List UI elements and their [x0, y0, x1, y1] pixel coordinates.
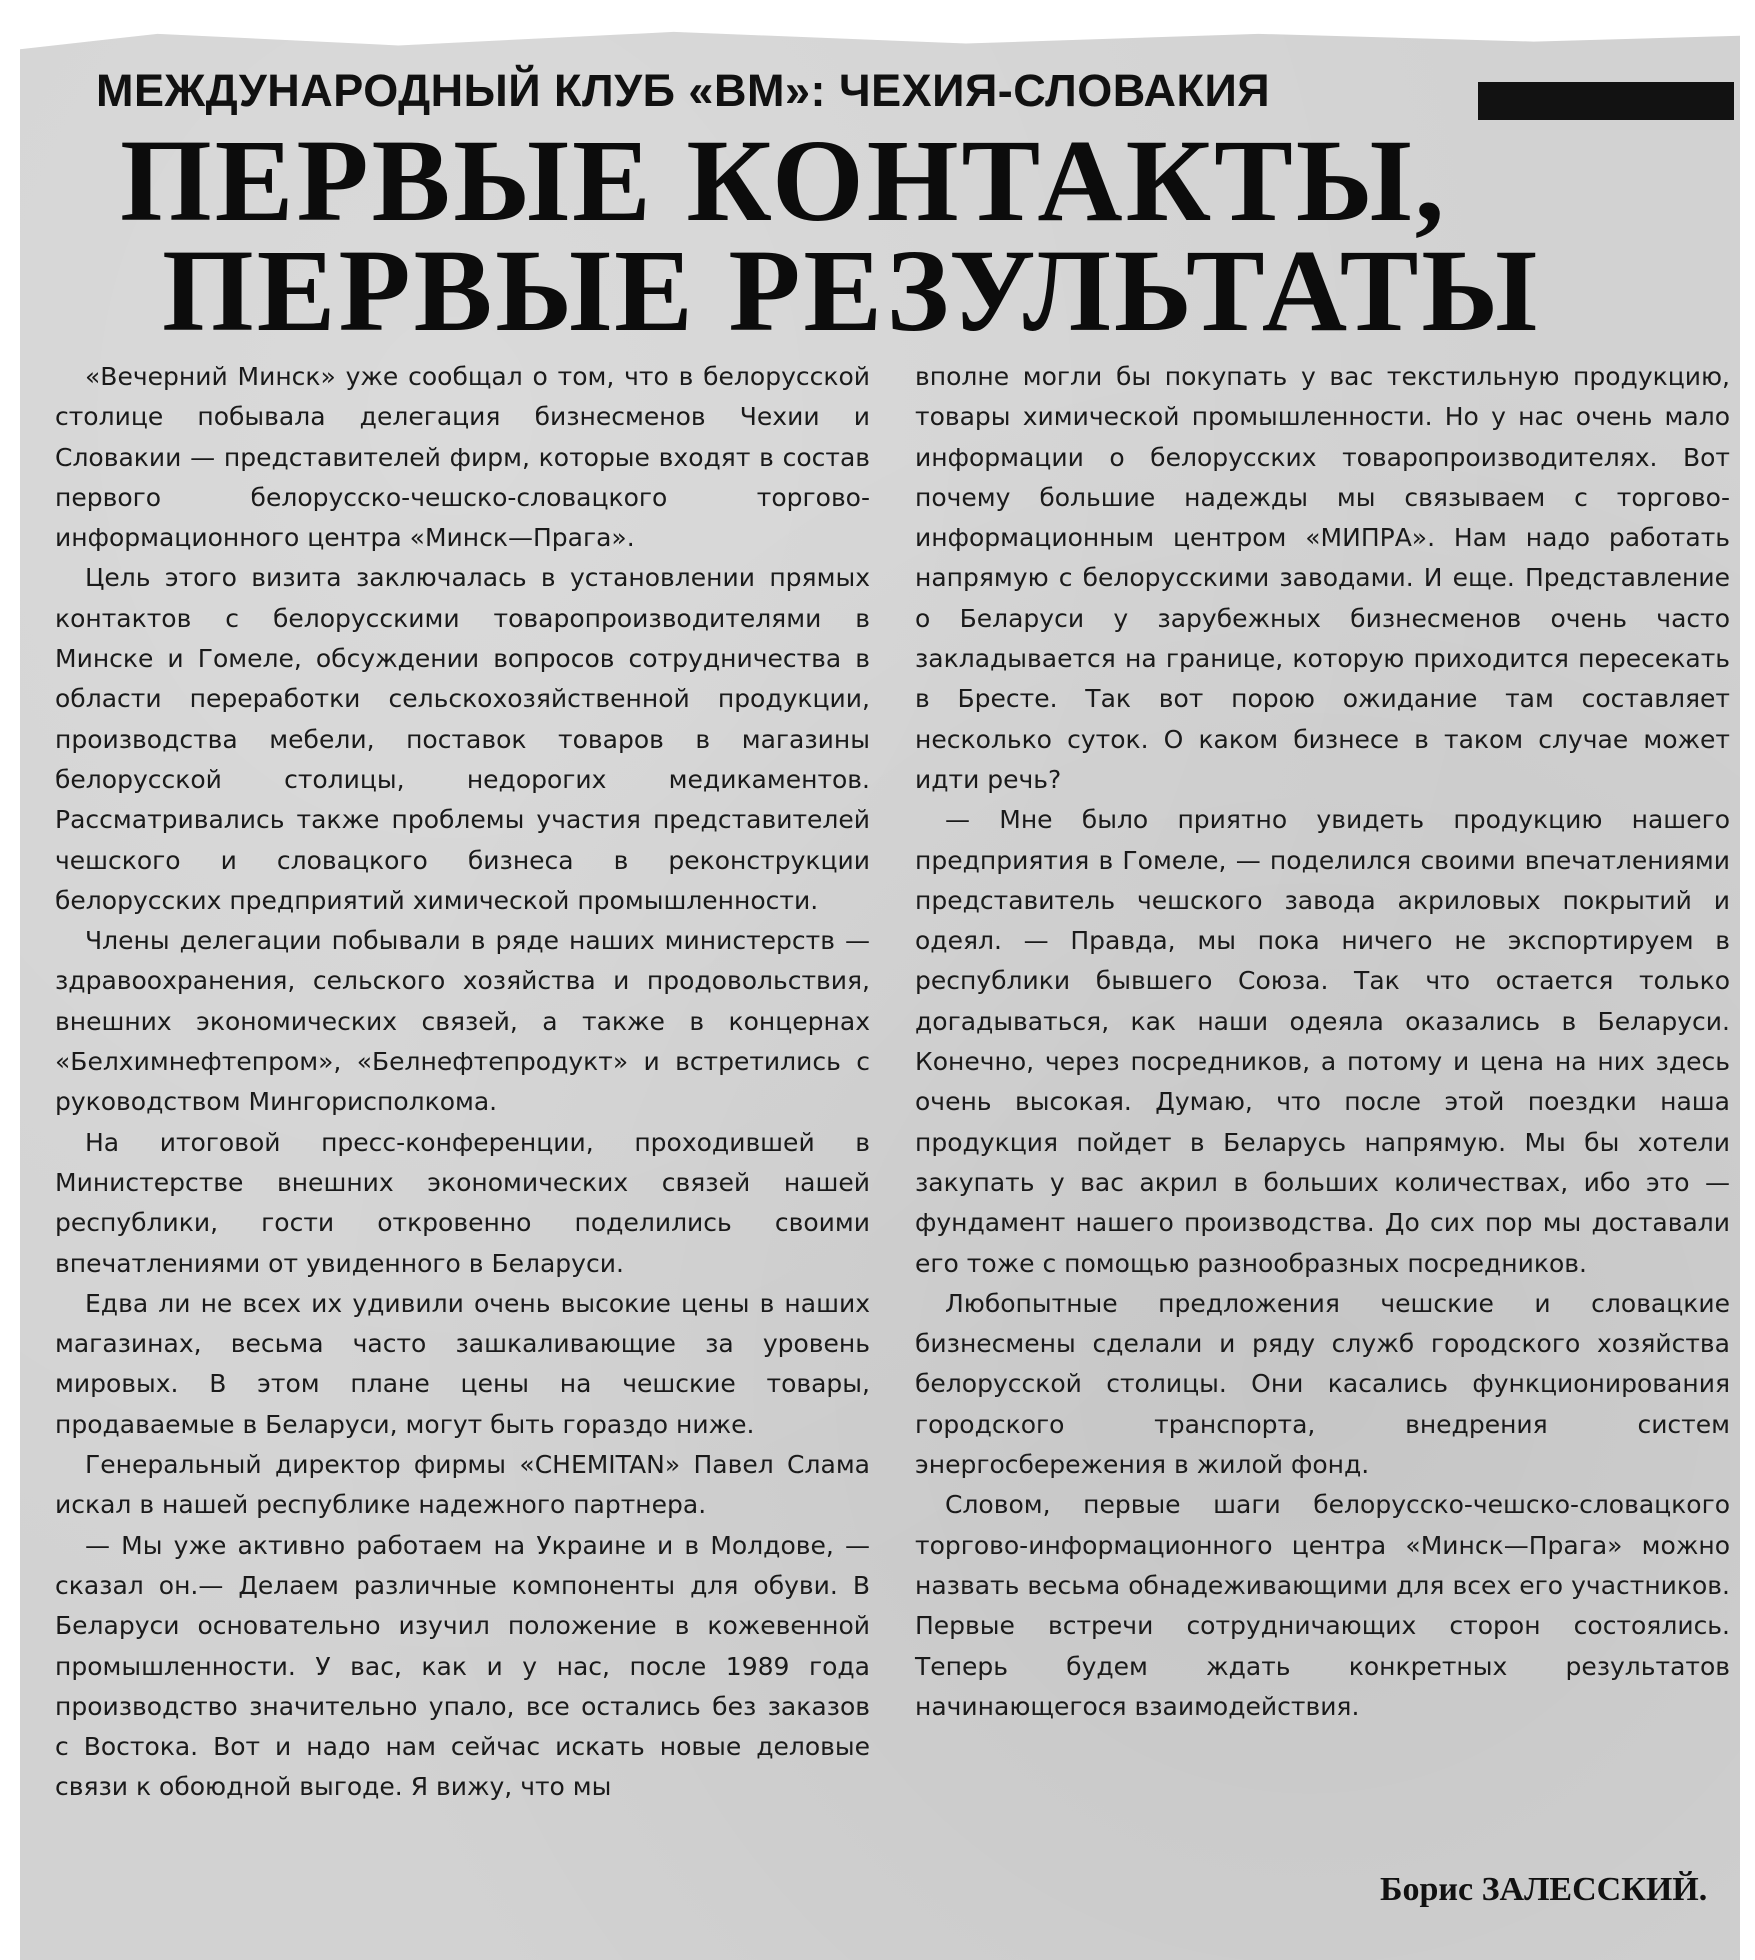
headline: [120, 115, 1680, 356]
paragraph: Едва ли не всех их удивили очень высокие цены в наших магазинах, весьма часто зашкаливающие за уровень мировых. В этом плане цены на чешские товары, продаваемые в Беларуси, могут быть гораздо ниже.: [55, 1288, 870, 1439]
headline-line-1: ПЕРВЫЕ КОНТАКТЫ,: [120, 115, 1448, 246]
paragraph: — Мы уже активно работаем на Украине и в Молдове, —сказал он.— Делаем различные компоненты для обуви. В Беларуси основательно изучил положение в кожевенной промышленности. У вас, как и у нас, после 1989 года производство значительно упало, все остались без заказов с Востока. Вот и надо нам сейчас искать новые деловые связи к обоюдной выгоде. Я вижу, что мы: [55, 1530, 870, 1802]
article-column-left: [55, 357, 870, 1808]
paragraph: Генеральный директор фирмы «CHEMITAN» Павел Слама искал в нашей республике надежного партнера.: [55, 1450, 870, 1520]
paragraph: — Мне было приятно увидеть продукцию нашего предприятия в Гомеле, — поделился своими впечатлениями представитель чешского завода акриловых покрытий и одеял. — Правда, мы пока ничего не экспортируем в республики бывшего Союза. Так что остается только догадываться, как наши одеяла оказались в Беларуси. Конечно, через посредников, а потому и цена на них здесь очень высокая. Думаю, что после этой поездки наша продукция пойдет в Беларусь напрямую. Мы бы хотели закупать у вас акрил в больших количествах, ибо это — фундамент нашего производства. До сих пор мы доставали его тоже с помощью разнообразных посредников.: [915, 805, 1730, 1278]
article-column-right: [915, 357, 1730, 1727]
rubric-title: МЕЖДУНАРОДНЫЙ КЛУБ «ВМ»: ЧЕХИЯ-СЛОВАКИЯ: [96, 65, 1271, 116]
paragraph: вполне могли бы покупать у вас текстильную продукцию, товары химической промышленности. Но у нас очень мало информации о белорусских товаропроизводителях. Вот почему большие надежды мы связываем с торгово-информационным центром «МИПРА». Нам надо работать напрямую с белорусскими заводами. И еще. Представление о Беларуси у зарубежных бизнесменов очень часто закладывается на границе, которую приходится пересекать в Бресте. Так вот порою ожидание там составляет несколько суток. О каком бизнесе в таком случае может идти речь?: [915, 362, 1730, 794]
paragraph: Словом, первые шаги белорусско-чешско-словацкого торгово-информационного центра «Минск—Прага» можно назвать весьма обнадеживающими для всех его участников. Первые встречи сотрудничающих сторон состоялись. Теперь будем ждать конкретных результатов начинающегося взаимодействия.: [915, 1490, 1730, 1721]
author-byline: Борис ЗАЛЕССКИЙ.: [1380, 1871, 1708, 1908]
paragraph: «Вечерний Минск» уже сообщал о том, что в белорусской столице побывала делегация бизнесменов Чехии и Словакии — представителей фирм, которые входят в состав первого белорусско-чешско-словацкого торгово-информационного центра «Минск—Прага».: [55, 362, 870, 553]
headline-line-2: ПЕРВЫЕ РЕЗУЛЬТАТЫ: [162, 225, 1541, 356]
paragraph: Члены делегации побывали в ряде наших министерств — здравоохранения, сельского хозяйства и продовольствия, внешних экономических связей, а также в концернах «Белхимнефтепром», «Белнефтепродукт» и встретились с руководством Мингорисполкома.: [55, 926, 870, 1117]
paragraph: Цель этого визита заключалась в установлении прямых контактов с белорусскими товаропроизводителями в Минске и Гомеле, обсуждении вопросов сотрудничества в области переработки сельскохозяйственной продукции, производства мебели, поставок товаров в магазины белорусской столицы, недорогих медикаментов. Рассматривались также проблемы участия представителей чешского и словацкого бизнеса в реконструкции белорусских предприятий химической промышленности.: [55, 563, 870, 915]
rubric-bar: [1478, 82, 1734, 120]
paragraph: Любопытные предложения чешские и словацкие бизнесмены сделали и ряду служб городского хозяйства белорусской столицы. Они касались функционирования городского транспорта, внедрения систем энергосбережения в жилой фонд.: [915, 1288, 1730, 1480]
paragraph: На итоговой пресс-конференции, проходившей в Министерстве внешних экономических связей нашей республики, гости откровенно поделились своими впечатлениями от увиденного в Беларуси.: [55, 1127, 870, 1278]
